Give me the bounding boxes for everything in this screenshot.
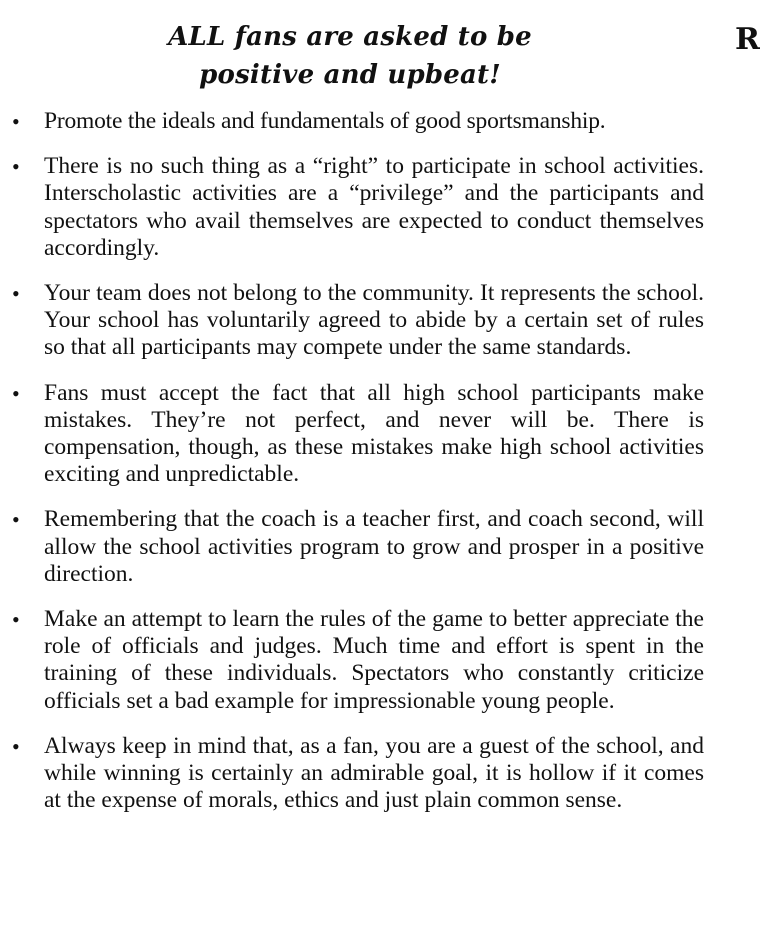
bullet-text: There is no such thing as a “right” to participate in school activities. Interscholastic activities are a “privilege” and the participants and spectators who avail themselves are expected to conduct themselves accordingly.: [44, 153, 704, 261]
section-heading: [95, 18, 605, 94]
sportsmanship-bullet-list: [0, 108, 750, 832]
bullet-text: Remembering that the coach is a teacher first, and coach second, will allow the school activities program to grow and prosper in a positive direction.: [44, 506, 704, 587]
bullet-item: [0, 606, 704, 715]
bullet-text: Fans must accept the fact that all high school participants make mistakes. They’re not perfect, and never will be. There is compensation, though, as these mistakes make high school activities exciting and unpredictable.: [44, 379, 704, 488]
bullet-item: [0, 153, 704, 262]
bullet-icon: •: [12, 733, 20, 759]
bullet-icon: •: [12, 507, 20, 533]
bullet-text: Make an attempt to learn the rules of the game to better appreciate the role of officials and judges. Much time and effort is spent in the training of these individuals. Spectators who constantly criticize officials set a bad example for impressionable young people.: [44, 606, 704, 714]
heading-line-2: positive and upbeat!: [199, 60, 501, 90]
bullet-item: [0, 280, 704, 362]
bullet-icon: •: [12, 380, 20, 406]
bullet-icon: •: [12, 607, 20, 633]
cropped-column-letter: R: [735, 22, 760, 57]
bullet-item: [0, 506, 704, 588]
bullet-icon: •: [12, 281, 20, 307]
bullet-item: [0, 108, 704, 135]
bullet-text: Always keep in mind that, as a fan, you are a guest of the school, and while winning is certainly an admirable goal, it is hollow if it comes at the expense of morals, ethics and just plain common sense.: [44, 732, 704, 814]
bullet-text: Promote the ideals and fundamentals of good sportsmanship.: [44, 108, 606, 134]
bullet-icon: •: [12, 154, 20, 180]
bullet-icon: •: [12, 109, 20, 134]
bullet-item: [0, 733, 704, 815]
bullet-text: Your team does not belong to the community. It represents the school. Your school has voluntarily agreed to abide by a certain set of rules so that all participants may compete under the same standards.: [44, 280, 704, 361]
heading-line-1: ALL fans are asked to be: [168, 22, 532, 52]
bullet-item: [0, 380, 704, 489]
